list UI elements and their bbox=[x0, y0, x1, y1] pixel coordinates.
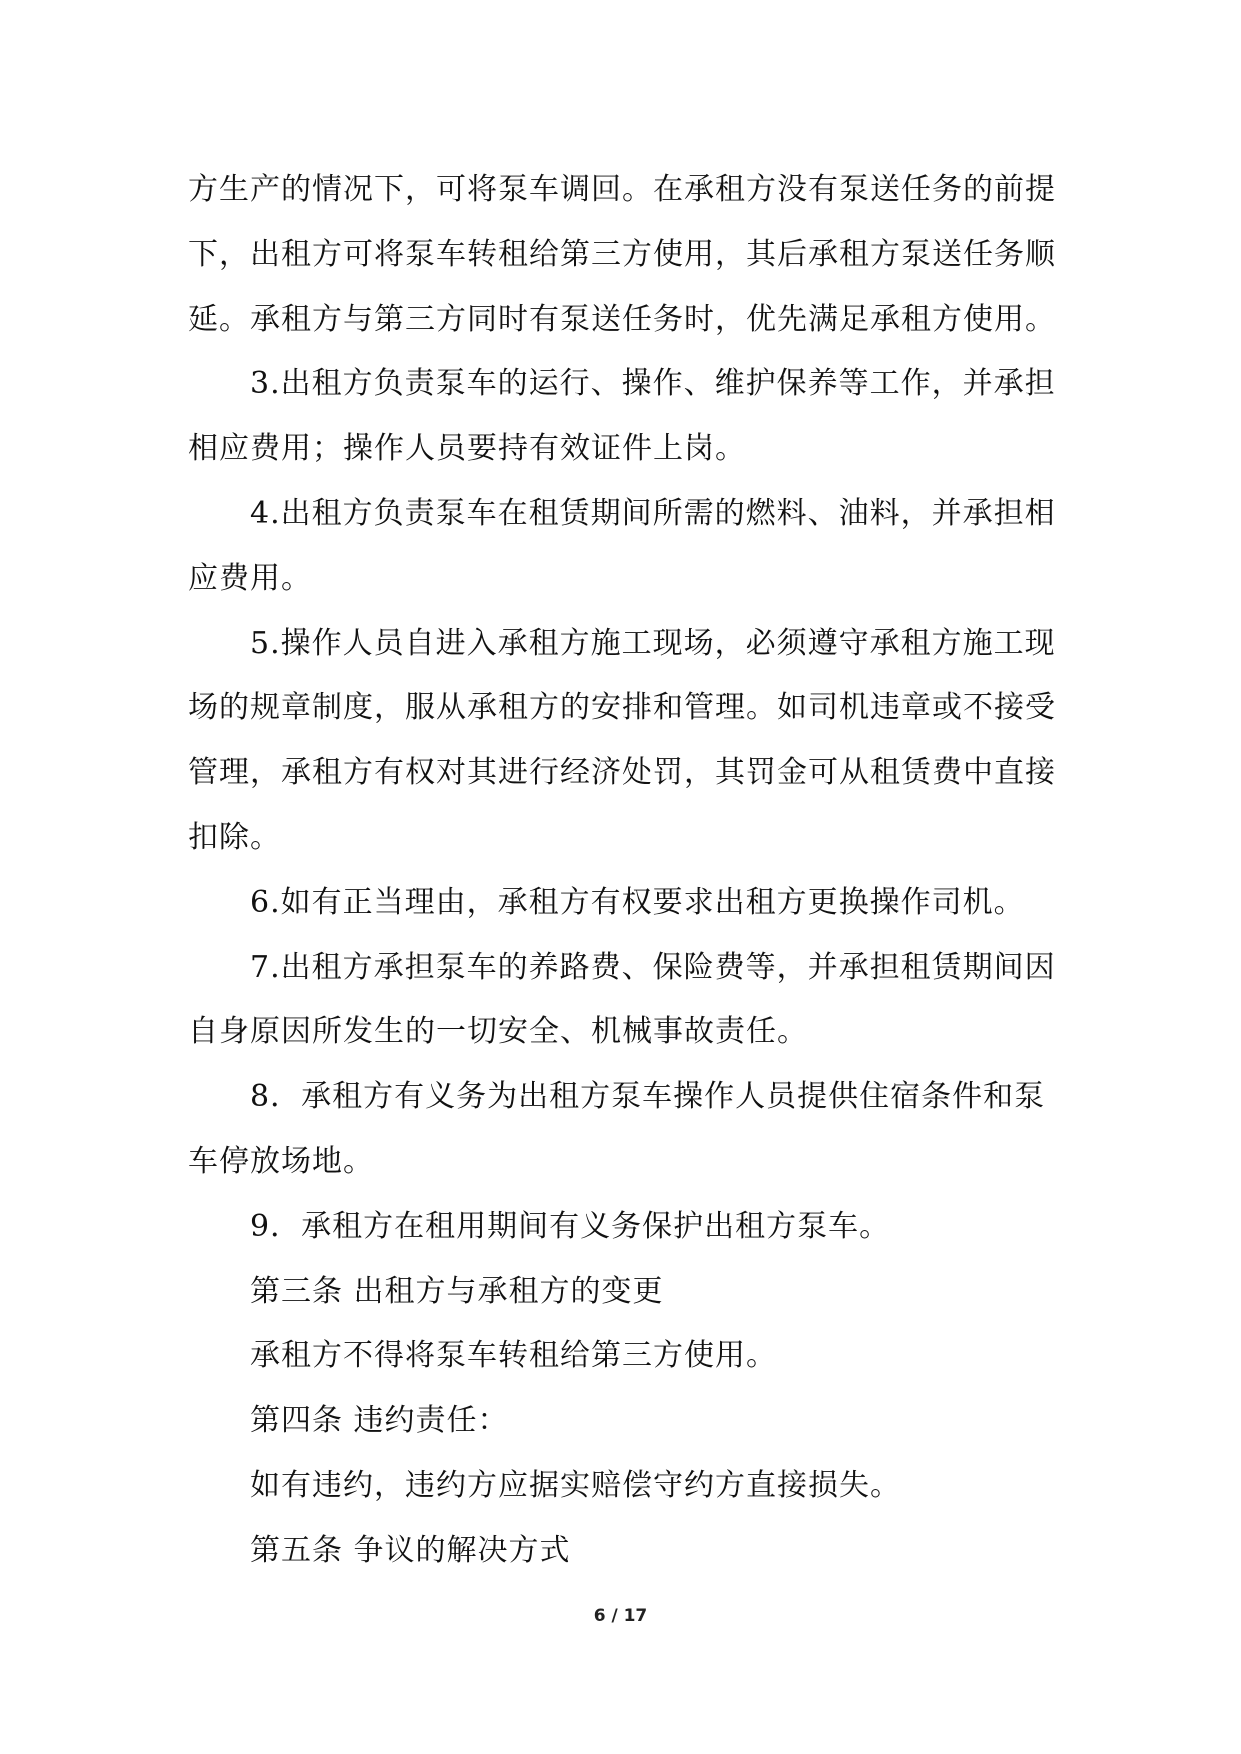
text-line: 方生产的情况下，可将泵车调回。在承租方没有泵送任务的前提 bbox=[188, 172, 1056, 207]
clause-3-line: 3.出租方负责泵车的运行、操作、维护保养等工作，并承担 bbox=[250, 366, 1056, 402]
text-line: 扣除。 bbox=[188, 819, 281, 855]
article-4-heading: 第四条 违约责任： bbox=[250, 1403, 509, 1439]
text-line: 自身原因所发生的一切安全、机械事故责任。 bbox=[188, 1014, 808, 1050]
clause-4-line: 4.出租方负责泵车在租赁期间所需的燃料、油料，并承担相 bbox=[250, 495, 1056, 531]
text-line: 承租方不得将泵车转租给第三方使用。 bbox=[250, 1338, 777, 1374]
text-line: 相应费用；操作人员要持有效证件上岗。 bbox=[188, 431, 746, 467]
text-line: 下，出租方可将泵车转租给第三方使用，其后承租方泵送任务顺 bbox=[188, 236, 1056, 272]
text-line: 场的规章制度，服从承租方的安排和管理。如司机违章或不接受 bbox=[188, 690, 1056, 726]
text-line: 管理，承租方有权对其进行经济处罚，其罚金可从租赁费中直接 bbox=[188, 755, 1056, 791]
clause-6-line: 6.如有正当理由，承租方有权要求出租方更换操作司机。 bbox=[250, 884, 1025, 920]
text-line: 车停放场地。 bbox=[188, 1143, 374, 1179]
clause-5-line: 5.操作人员自进入承租方施工现场，必须遵守承租方施工现 bbox=[250, 625, 1056, 661]
text-line: 应费用。 bbox=[188, 560, 312, 596]
page-number: 6 / 17 bbox=[593, 1606, 648, 1626]
article-5-heading: 第五条 争议的解决方式 bbox=[250, 1532, 571, 1568]
text-line: 如有违约，违约方应据实赔偿守约方直接损失。 bbox=[250, 1467, 901, 1503]
clause-9-line: 9．承租方在租用期间有义务保护出租方泵车。 bbox=[250, 1208, 891, 1244]
clause-7-line: 7.出租方承担泵车的养路费、保险费等，并承担租赁期间因 bbox=[250, 949, 1056, 985]
clause-8-line: 8．承租方有义务为出租方泵车操作人员提供住宿条件和泵 bbox=[250, 1079, 1046, 1115]
article-3-heading: 第三条 出租方与承租方的变更 bbox=[250, 1273, 664, 1309]
document-body bbox=[188, 158, 1068, 1584]
text-line: 延。承租方与第三方同时有泵送任务时，优先满足承租方使用。 bbox=[188, 301, 1056, 337]
